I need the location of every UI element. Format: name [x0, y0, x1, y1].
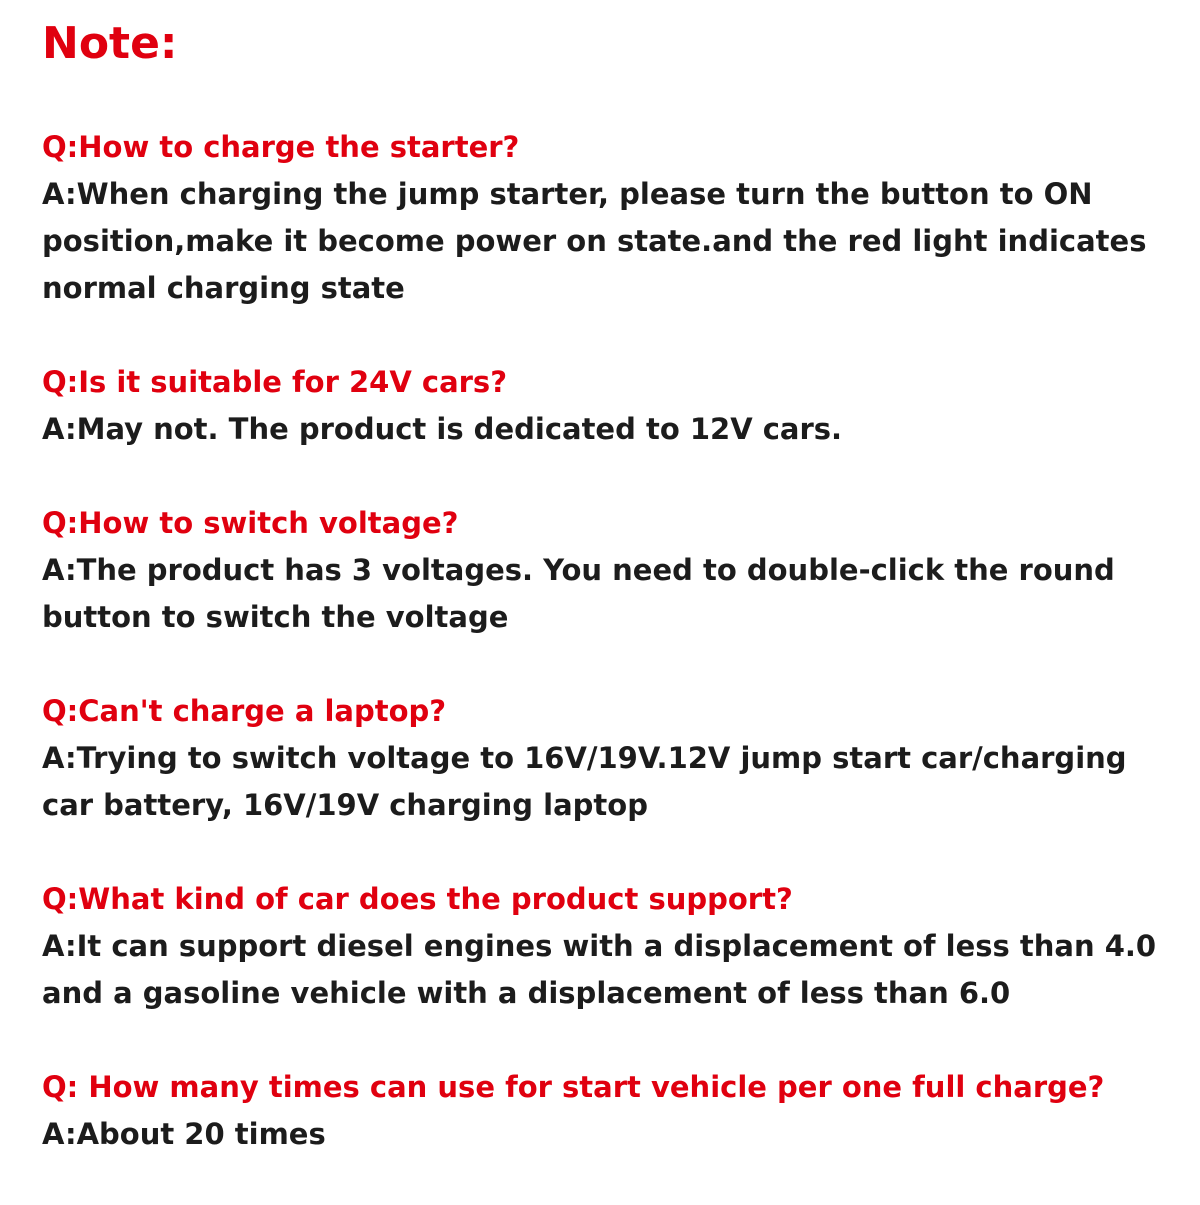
faq-answer-line: and a gasoline vehicle with a displacement of less than 6.0	[42, 976, 1011, 1010]
faq-item-car-support	[42, 876, 1182, 1017]
faq-answer-line: A:It can support diesel engines with a displacement of less than 4.0	[42, 929, 1157, 963]
faq-answer-line: A:The product has 3 voltages. You need to double-click the round	[42, 553, 1115, 587]
faq-answer-line: A:May not. The product is dedicated to 12V cars.	[42, 412, 843, 446]
faq-answer-line: A:About 20 times	[42, 1117, 326, 1151]
faq-item-24v-cars	[42, 359, 1182, 453]
faq-question: Q:Can't charge a laptop?	[42, 694, 447, 728]
faq-item-switch-voltage	[42, 500, 1182, 641]
faq-answer-line: A:When charging the jump starter, please turn the button to ON	[42, 177, 1093, 211]
page-title: Note:	[42, 18, 178, 69]
faq-question: Q: How many times can use for start vehicle per one full charge?	[42, 1070, 1105, 1104]
faq-answer-line: position,make it become power on state.and the red light indicates	[42, 224, 1147, 258]
faq-item-charge-starter	[42, 124, 1182, 312]
faq-question: Q:How to switch voltage?	[42, 506, 459, 540]
faq-question: Q:How to charge the starter?	[42, 130, 520, 164]
faq-answer-line: button to switch the voltage	[42, 600, 509, 634]
faq-answer-line: car battery, 16V/19V charging laptop	[42, 788, 648, 822]
faq-item-laptop	[42, 688, 1182, 829]
faq-item-start-times	[42, 1064, 1182, 1158]
faq-question: Q:Is it suitable for 24V cars?	[42, 365, 508, 399]
faq-list	[42, 124, 1182, 1205]
faq-question: Q:What kind of car does the product support?	[42, 882, 793, 916]
faq-answer-line: A:Trying to switch voltage to 16V/19V.12V jump start car/charging	[42, 741, 1127, 775]
faq-answer-line: normal charging state	[42, 271, 405, 305]
